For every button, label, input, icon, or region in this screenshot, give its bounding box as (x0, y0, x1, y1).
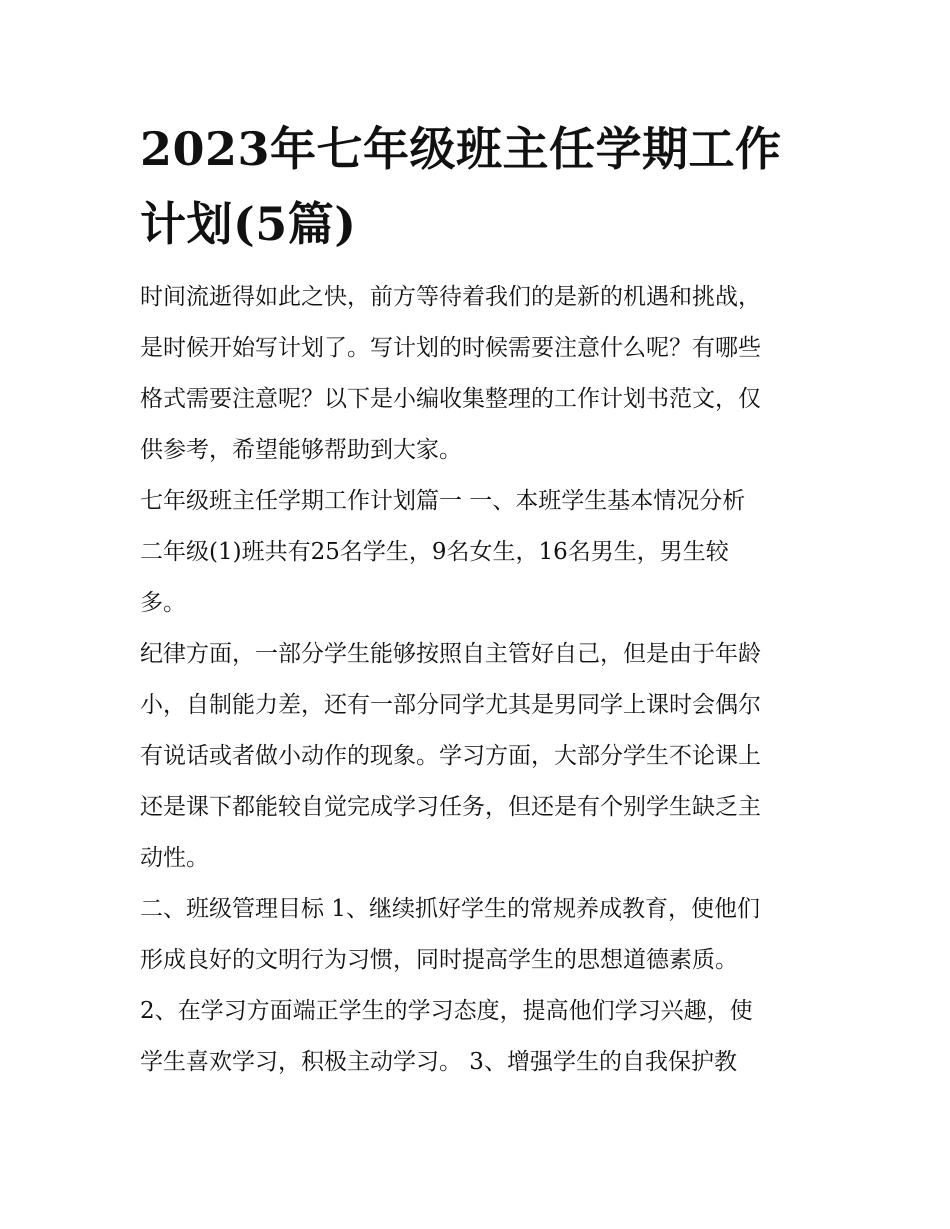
paragraph-section-1 (140, 476, 820, 629)
paragraph-goals (140, 884, 820, 986)
text-line: 多。 (140, 590, 186, 616)
text-line: 2、在学习方面端正学生的学习态度，提高他们学习兴趣，使 (140, 998, 753, 1024)
text-line: 二年级(1)班共有25名学生，9名女生，16名男生，男生较 (140, 539, 729, 565)
paragraph-intro (140, 272, 820, 476)
text-line: 小，自制能力差，还有一部分同学尤其是男同学上课时会偶尔 (140, 692, 761, 718)
title-line-1: 2023年七年级班主任学期工作 (140, 122, 782, 176)
text-line: 纪律方面，一部分学生能够按照自主管好自己，但是由于年龄 (140, 641, 761, 667)
document-title (140, 112, 820, 262)
document-page (140, 112, 820, 1088)
text-line: 有说话或者做小动作的现象。学习方面，大部分学生不论课上 (140, 743, 761, 769)
text-line: 动性。 (140, 845, 209, 871)
text-line: 供参考，希望能够帮助到大家。 (140, 437, 462, 463)
paragraph-study (140, 986, 820, 1088)
paragraph-discipline (140, 629, 820, 884)
text-line: 二、班级管理目标 1、继续抓好学生的常规养成教育，使他们 (140, 896, 760, 922)
text-line: 学生喜欢学习，积极主动学习。 3、增强学生的自我保护教 (140, 1049, 737, 1075)
text-line: 还是课下都能较自觉完成学习任务，但还是有个别学生缺乏主 (140, 794, 761, 820)
text-line: 形成良好的文明行为习惯，同时提高学生的思想道德素质。 (140, 947, 738, 973)
title-line-2: 计划(5篇) (140, 197, 357, 251)
text-line: 格式需要注意呢？以下是小编收集整理的工作计划书范文，仅 (140, 386, 761, 412)
text-line: 七年级班主任学期工作计划篇一 一、本班学生基本情况分析 (140, 488, 746, 514)
text-line: 是时候开始写计划了。写计划的时候需要注意什么呢？有哪些 (140, 335, 761, 361)
text-line: 时间流逝得如此之快，前方等待着我们的是新的机遇和挑战， (140, 284, 761, 310)
